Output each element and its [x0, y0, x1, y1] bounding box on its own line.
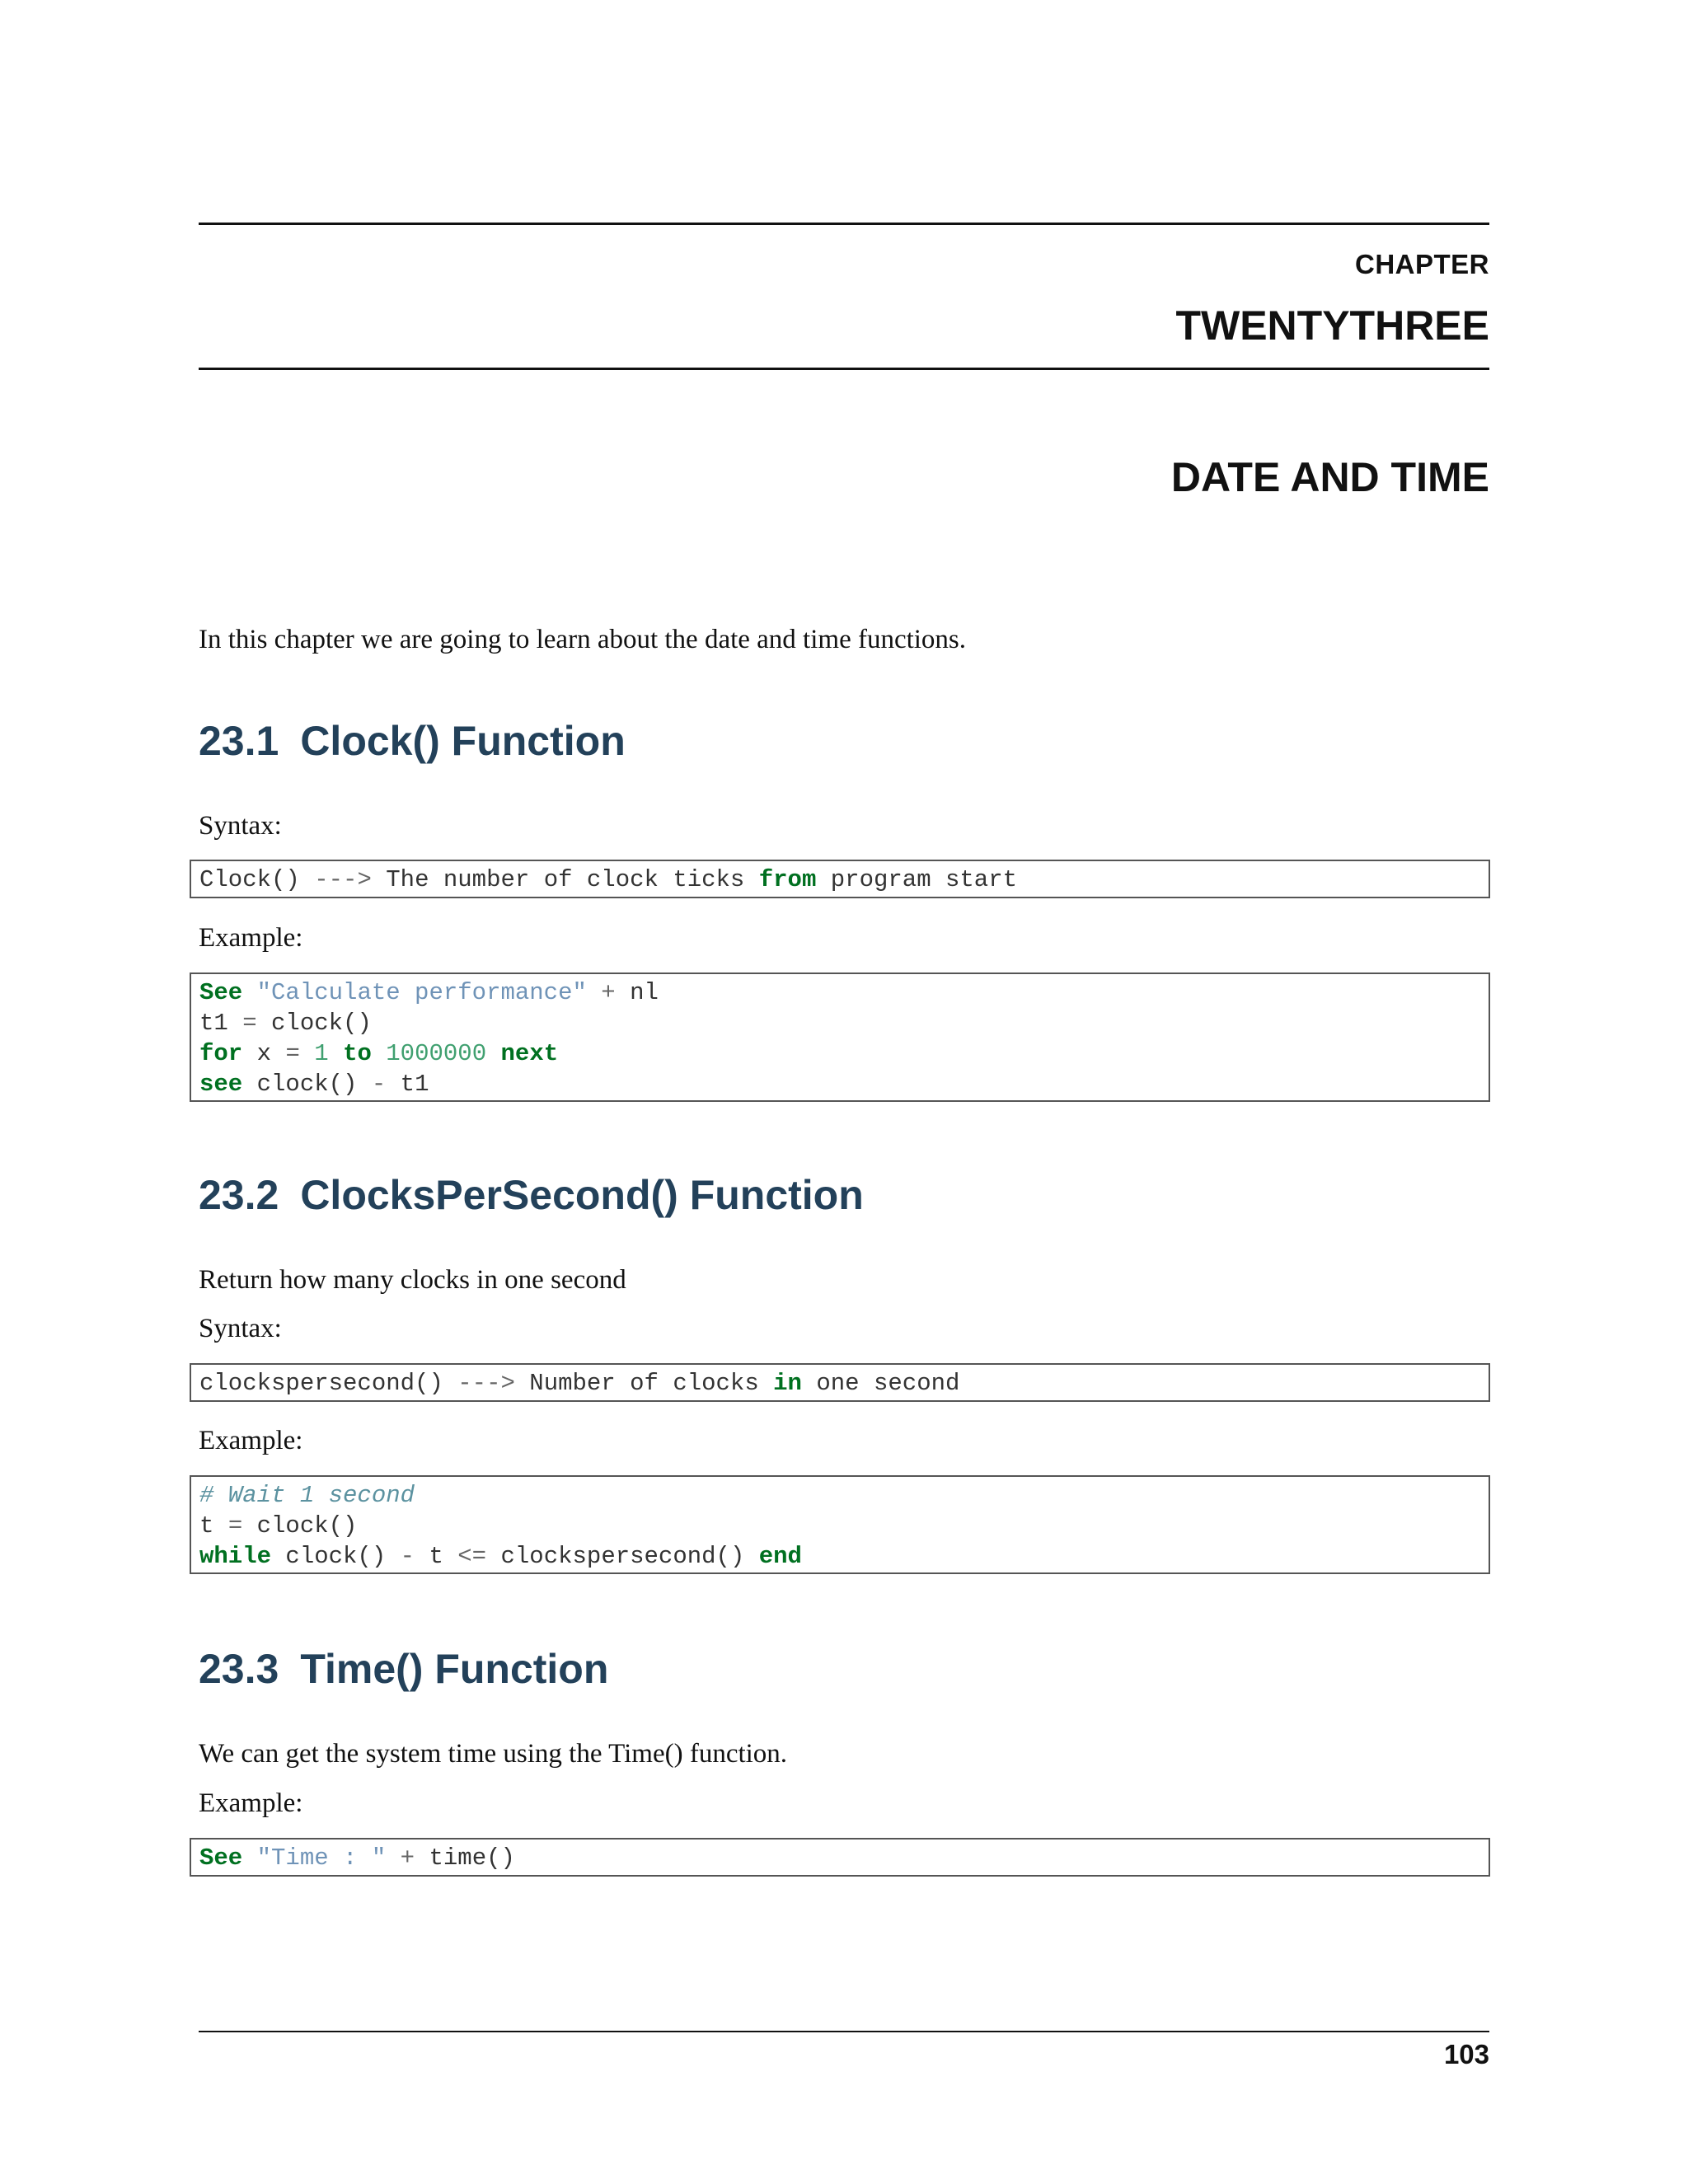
- code-token: [443, 1370, 457, 1397]
- code-token: The number of clock ticks: [371, 866, 759, 893]
- code-comment: # Wait 1 second: [199, 1482, 415, 1509]
- code-token: Clock(): [199, 866, 300, 893]
- code-token: while: [199, 1543, 272, 1570]
- section-heading-time: [199, 1645, 608, 1693]
- code-line: [199, 1511, 1480, 1541]
- code-line: [199, 1541, 1480, 1572]
- code-line: [199, 977, 1480, 1008]
- section-number: 23.2: [199, 1172, 279, 1218]
- code-block-clockspersecond-syntax: [190, 1363, 1490, 1402]
- header-top-rule: [199, 223, 1489, 225]
- code-token: from: [758, 866, 817, 893]
- code-token: =: [285, 1040, 300, 1067]
- chapter-number: TWENTYTHREE: [1175, 302, 1489, 349]
- example-label: Example:: [199, 1426, 303, 1455]
- code-token: t: [415, 1543, 458, 1570]
- section-heading-clock: [199, 717, 626, 765]
- footer-rule: [199, 2031, 1489, 2032]
- example-label: Example:: [199, 923, 303, 953]
- code-token: [587, 979, 601, 1006]
- section-title: Time() Function: [300, 1646, 609, 1692]
- code-token: +: [601, 979, 616, 1006]
- code-line: [199, 1480, 1480, 1511]
- code-token: [386, 1844, 400, 1872]
- code-token: to: [343, 1040, 372, 1067]
- code-token: next: [500, 1040, 559, 1067]
- code-token: nl: [615, 979, 659, 1006]
- code-token: one second: [801, 1370, 960, 1397]
- section-number: 23.3: [199, 1646, 279, 1692]
- code-token: [329, 1040, 343, 1067]
- code-line: [199, 1038, 1480, 1069]
- code-token: for: [199, 1040, 243, 1067]
- code-token: =: [242, 1010, 257, 1037]
- code-block-clock-syntax: [190, 860, 1490, 898]
- code-line: [199, 1843, 1480, 1873]
- chapter-label: CHAPTER: [1354, 249, 1489, 279]
- code-block-clock-example: [190, 972, 1490, 1102]
- code-token: "Calculate performance": [256, 979, 587, 1006]
- code-token: clockspersecond(): [486, 1543, 759, 1570]
- code-token: [372, 1040, 386, 1067]
- code-line: [199, 865, 1480, 895]
- code-token: time(): [415, 1844, 515, 1872]
- code-token: "Time : ": [256, 1844, 387, 1872]
- code-token: <=: [457, 1543, 487, 1570]
- header-bottom-rule: [199, 368, 1489, 370]
- code-token: See: [199, 979, 243, 1006]
- code-token: t1: [199, 1010, 243, 1037]
- code-token: [486, 1040, 500, 1067]
- chapter-title: DATE AND TIME: [1170, 454, 1489, 500]
- section-heading-clockspersecond: [199, 1171, 864, 1219]
- code-token: --->: [457, 1370, 515, 1397]
- code-token: clock(): [271, 1543, 401, 1570]
- code-token: see: [199, 1071, 243, 1098]
- code-token: =: [227, 1512, 243, 1540]
- page-number: 103: [1443, 2039, 1489, 2069]
- code-token: x: [242, 1040, 286, 1067]
- syntax-label: Syntax:: [199, 811, 282, 841]
- section-title: Clock() Function: [300, 718, 626, 764]
- code-token: end: [758, 1543, 802, 1570]
- syntax-label: Syntax:: [199, 1314, 282, 1343]
- code-token: --->: [314, 866, 372, 893]
- code-token: 1: [314, 1040, 329, 1067]
- code-block-clockspersecond-example: [190, 1475, 1490, 1574]
- code-token: +: [400, 1844, 415, 1872]
- code-token: in: [773, 1370, 802, 1397]
- intro-paragraph: In this chapter we are going to learn about the date and time functions.: [199, 625, 967, 654]
- code-block-time-example: [190, 1838, 1490, 1877]
- section-title: ClocksPerSecond() Function: [300, 1172, 864, 1218]
- code-token: [242, 979, 256, 1006]
- code-token: clock(): [242, 1071, 372, 1098]
- section-number: 23.1: [199, 718, 279, 764]
- code-token: Number of clocks: [514, 1370, 774, 1397]
- section-description: We can get the system time using the Time() function.: [199, 1739, 788, 1769]
- code-token: -: [400, 1543, 415, 1570]
- code-token: [242, 1844, 256, 1872]
- code-token: program start: [816, 866, 1018, 893]
- code-line: [199, 1008, 1480, 1038]
- code-line: [199, 1069, 1480, 1099]
- code-token: See: [199, 1844, 243, 1872]
- section-description: Return how many clocks in one second: [199, 1265, 626, 1295]
- code-token: clock(): [256, 1010, 372, 1037]
- code-token: [300, 866, 314, 893]
- code-token: -: [371, 1071, 387, 1098]
- code-token: clock(): [242, 1512, 358, 1540]
- code-line: [199, 1368, 1480, 1399]
- code-token: t1: [386, 1071, 429, 1098]
- example-label: Example:: [199, 1788, 303, 1818]
- code-token: [300, 1040, 314, 1067]
- code-token: clockspersecond(): [199, 1370, 443, 1397]
- code-token: t: [199, 1512, 228, 1540]
- code-token: 1000000: [386, 1040, 487, 1067]
